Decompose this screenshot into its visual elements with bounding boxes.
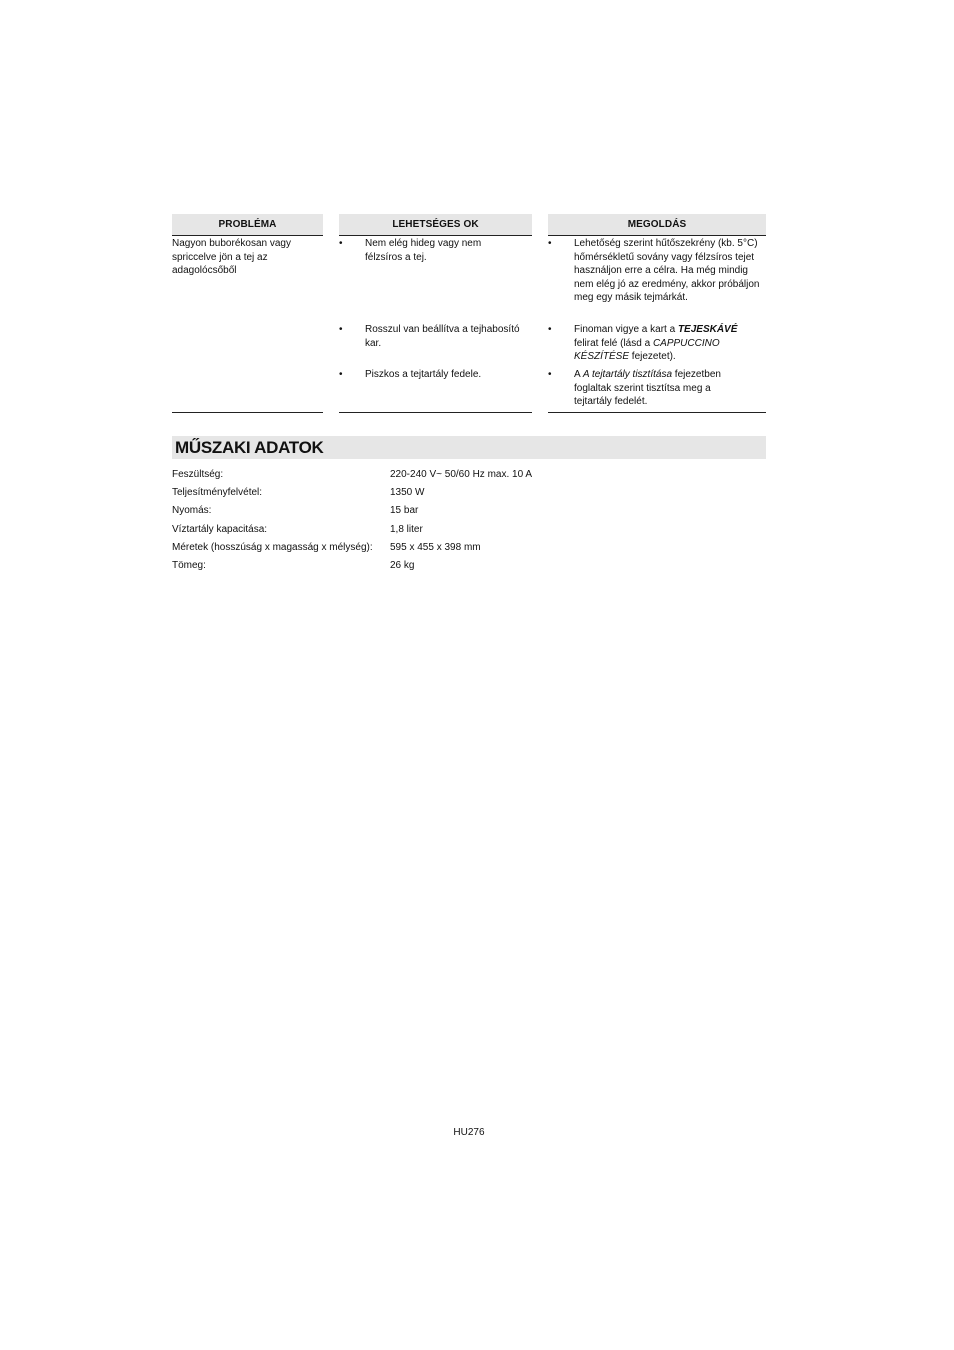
spec-row <box>172 523 766 539</box>
solution-text-post: fejezetben foglaltak szerint tisztítsa meg a tejtartály fedelét. <box>574 369 721 407</box>
solution-term: TEJESKÁVÉ <box>677 324 738 335</box>
spec-value: 220-240 V~ 50/60 Hz max. 10 A <box>390 469 533 480</box>
chapter-reference: CAPPUCCINO KÉSZÍTÉSE <box>574 337 720 362</box>
solution-text: Lehetőség szerint hűtőszekrény (kb. 5°C) hőmérsékletű sovány vagy félzsíros tejet használjon erre a célra. Ha még mindig nem elég jó az eredmény, akkor próbáljon meg egy másik tejmárkát. <box>574 238 760 303</box>
solution-text-pre: Finoman vigye a kart a <box>574 324 678 335</box>
spec-row <box>172 559 766 575</box>
causes-column-rule <box>339 412 532 413</box>
solution-item <box>548 368 744 409</box>
spec-label: Nyomás: <box>172 505 212 516</box>
solution-text <box>574 369 721 407</box>
solution-text-mid: felirat felé (lásd a <box>574 337 653 349</box>
bullet-icon: • <box>339 324 343 335</box>
spec-value: 26 kg <box>390 560 415 571</box>
cause-item <box>339 237 510 264</box>
chapter-reference: A tejtartály tisztítása <box>582 369 673 380</box>
bullet-icon: • <box>548 324 552 335</box>
problem-column <box>172 214 323 414</box>
solutions-column-rule <box>548 412 766 413</box>
solution-text-pre: A <box>574 369 583 380</box>
spec-label: Méretek (hosszúság x magasság x mélység): <box>172 542 373 553</box>
spec-label: Teljesítményfelvétel: <box>172 487 263 498</box>
cause-text: Nem elég hideg vagy nem félzsíros a tej. <box>365 238 482 263</box>
spec-label: Víztartály kapacitása: <box>172 524 268 535</box>
solution-item <box>548 237 760 305</box>
bullet-icon: • <box>548 369 552 380</box>
spec-value: 1,8 liter <box>390 524 423 535</box>
spec-value: 595 x 455 x 398 mm <box>390 542 481 553</box>
section-title: MŰSZAKI ADATOK <box>175 438 324 457</box>
cause-item <box>339 368 530 382</box>
spec-label: Feszültség: <box>172 469 224 480</box>
problem-text: Nagyon buborékosan vagy spriccelve jön a tej az adagolócsőből <box>172 238 291 276</box>
cause-text: Piszkos a tejtartály fedele. <box>365 369 482 380</box>
solution-text <box>574 324 737 362</box>
spec-row <box>172 504 766 520</box>
problem-column-rule <box>172 412 323 413</box>
cause-item <box>339 323 530 350</box>
page-number: HU276 <box>453 1127 485 1138</box>
causes-column <box>339 214 532 414</box>
spec-label: Tömeg: <box>172 560 206 571</box>
cause-text: Rosszul van beállítva a tejhabosító kar. <box>365 324 520 349</box>
bullet-icon: • <box>339 238 343 249</box>
spec-row <box>172 541 766 557</box>
solutions-column <box>548 214 766 414</box>
solution-text-post: fejezetet). <box>629 351 676 362</box>
spec-row <box>172 486 766 502</box>
section-heading-bar <box>172 436 766 459</box>
solutions-header: MEGOLDÁS <box>548 214 766 236</box>
solution-item <box>548 323 754 364</box>
bullet-icon: • <box>548 238 552 249</box>
problem-header: PROBLÉMA <box>172 214 323 236</box>
causes-header: LEHETSÉGES OK <box>339 214 532 236</box>
bullet-icon: • <box>339 369 343 380</box>
spec-value: 15 bar <box>390 505 419 516</box>
spec-value: 1350 W <box>390 487 425 498</box>
spec-row <box>172 468 766 484</box>
